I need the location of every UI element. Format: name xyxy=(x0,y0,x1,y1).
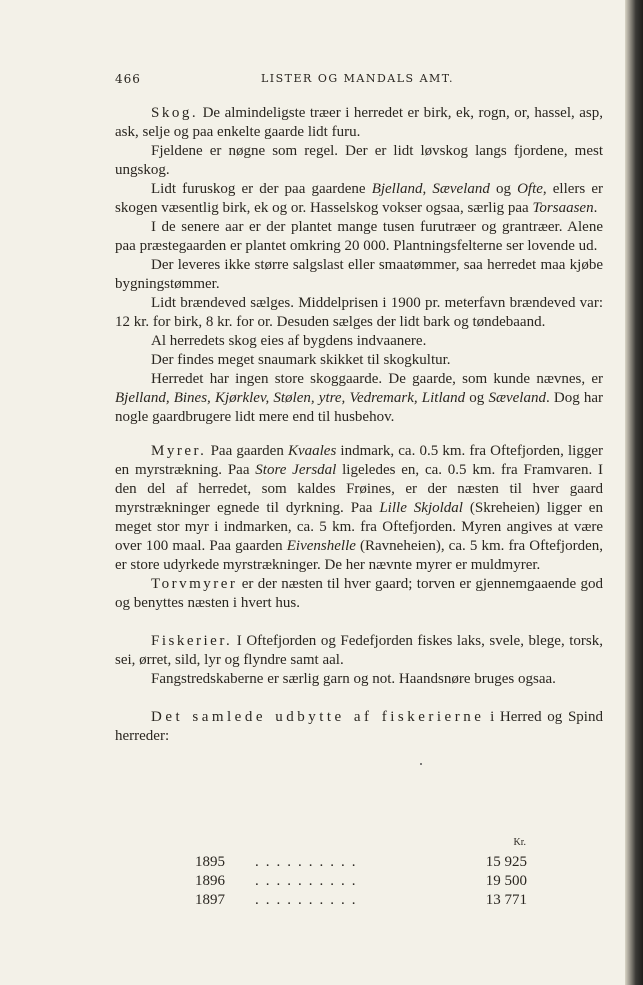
text-run: I Oftefjorden og Fedefjorden fiskes laks, svele, blege, torsk, sei, ørret, sild, lyr og flyndre samt aal. xyxy=(115,633,603,668)
skog-paragraph: Lidt brændeved sælges. Middelprisen i 1900 pr. meterfavn brændeved var: 12 kr. for birk, 8 kr. for or. Desuden sælges der lidt bark og tøndebaand. xyxy=(115,295,603,330)
skog-paragraph: Fjeldene er nøgne som regel. Der er lidt løvskog langs fjordene, mest ungskog. xyxy=(115,143,603,178)
text-run: Herredet har ingen store skoggaarde. De gaarde, som kunde nævnes, er xyxy=(151,371,603,387)
body-text xyxy=(115,104,603,746)
place-name: Lille Skjoldal xyxy=(379,500,463,516)
place-name: Bjelland xyxy=(371,181,423,197)
myrer-paragraph xyxy=(115,575,603,613)
text-run: . xyxy=(593,200,598,216)
place-name: Kvaales xyxy=(287,443,337,459)
skog-paragraph xyxy=(115,104,603,142)
place-name: Store Jersdal xyxy=(255,462,337,478)
place-name: Ofte xyxy=(517,181,543,197)
fiskerier-paragraph xyxy=(115,632,603,670)
text-run: og xyxy=(465,390,489,406)
dot-leader: .......... xyxy=(255,873,363,889)
myrer-paragraph xyxy=(115,442,603,575)
place-name: Torsaasen xyxy=(532,200,594,216)
year-cell: 1896 xyxy=(195,873,225,889)
year-cell: 1897 xyxy=(195,892,225,908)
place-name: Sæveland xyxy=(488,390,546,406)
skog-paragraph: Al herredets skog eies af bygdens indvaanere. xyxy=(151,333,427,349)
text-run: i Herred og Spind herreder: xyxy=(115,709,603,744)
amount-cell: 13 771 xyxy=(485,892,527,908)
fiskerier-paragraph xyxy=(115,708,603,746)
place-names: Bjelland, Bines, Kjørklev, Stølen, ytre, Vedremark, Litland xyxy=(115,390,466,406)
text-run: , ellers er skogen væsentlig birk, ek og or. Hasselskog vokser ogsaa, særlig paa xyxy=(115,181,604,216)
section-heading-myrer: Myrer. xyxy=(151,443,207,459)
text-run: (Ravneheien), ca. 5 km. fra Oftefjorden, er store udyrkede myrstrækninger. De her nævnte myrer er muldmyrer. xyxy=(115,538,603,573)
fiskerier-paragraph: Fangstredskaberne er særlig garn og not. Haandsnøre bruges ogsaa. xyxy=(151,671,556,687)
text-run: indmark, ca. 0.5 km. fra Oftefjorden, ligger en myrstrækning. Paa xyxy=(115,443,604,478)
table-row xyxy=(195,891,527,910)
catch-table xyxy=(195,832,527,910)
text-run: og xyxy=(489,181,518,197)
amount-cell: 19 500 xyxy=(485,873,527,889)
text-run: (Skreheien) ligger en meget stor myr i indmarken, ca. 5 km. fra Oftefjorden. Myren angives at være over 100 maal. Paa gaarden xyxy=(115,500,603,554)
amount-cell: 15 925 xyxy=(485,854,527,870)
section-heading-skog: Skog. xyxy=(151,105,199,121)
table-row xyxy=(195,872,527,891)
section-heading-fiskerier: Fiskerier. xyxy=(151,633,233,649)
subheading-torvmyrer: Torvmyrer xyxy=(151,576,238,592)
place-name: Sæveland xyxy=(432,181,490,197)
place-name: Eivenshelle xyxy=(286,538,356,554)
page-number: 466 xyxy=(115,72,141,86)
spaced-phrase: Det samlede udbytte af fiskerierne xyxy=(151,709,485,725)
text-run: Lidt furuskog er der paa gaardene xyxy=(151,181,372,197)
skog-text-1: De almindeligste træer i herredet er birk, ek, rogn, or, hassel, asp, ask, selje og paa enkelte gaarde lidt furu. xyxy=(115,105,603,140)
text-run: ligeledes en, ca. 0.5 km. fra Framvaren. I den del af herredet, som kaldes Frøines, er der næsten til hver gaard myrstrækninger egnede til dyrkning. Paa xyxy=(115,462,603,516)
skog-paragraph: Der leveres ikke større salgslast eller smaatømmer, saa herredet maa kjøbe bygningstømmer. xyxy=(115,257,603,292)
unit-label: Kr. xyxy=(513,837,526,848)
text-run: Paa gaarden xyxy=(210,443,288,459)
skog-paragraph: I de senere aar er der plantet mange tusen furutræer og grantræer. Alene paa præstegaarden er plantet omkring 20 000. Plantningsfelterne ser lovende ud. xyxy=(115,219,603,254)
book-spine-edge xyxy=(625,0,643,985)
year-cell: 1895 xyxy=(195,854,225,870)
skog-paragraph xyxy=(115,180,603,218)
text-run: , xyxy=(422,181,433,197)
dot-leader: .......... xyxy=(255,854,363,870)
text-run: . Dog har nogle gaardbrugere lidt mere end til husbehov. xyxy=(115,390,603,425)
skog-paragraph xyxy=(115,370,603,427)
text-run: er der næsten til hver gaard; torven er gjennemgaaende god og benyttes næsten i hvert hus. xyxy=(115,576,603,611)
table-row xyxy=(195,853,527,872)
running-head: LISTER OG MANDALS AMT. xyxy=(261,72,454,85)
page-header xyxy=(115,72,600,90)
dot-leader: .......... xyxy=(255,892,363,908)
skog-paragraph: Der findes meget snaumark skikket til skogkultur. xyxy=(151,352,451,368)
ink-speck xyxy=(420,763,422,765)
